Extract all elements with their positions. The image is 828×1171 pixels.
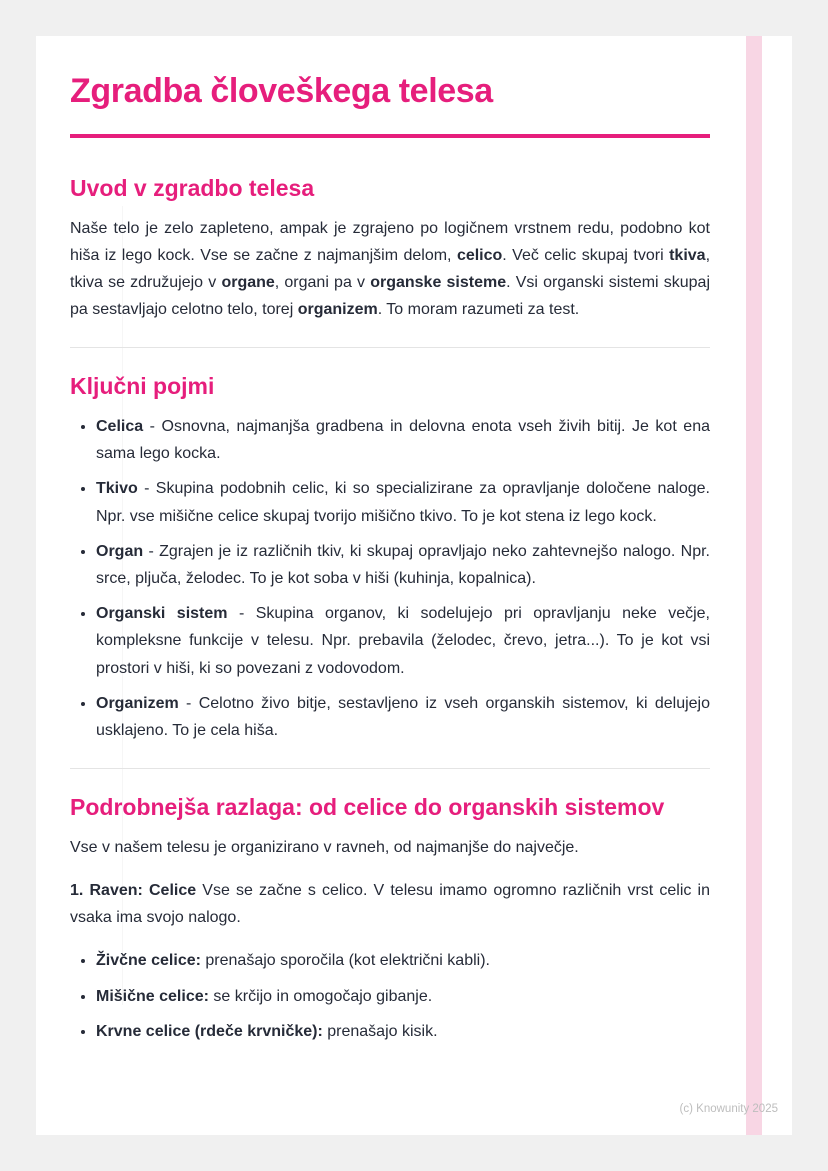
bold-text: celico — [456, 246, 503, 264]
text-run: Vse se začne s celico. V telesu imamo ogromno različnih vrst celic in vsaka ima svojo nalogo. — [70, 882, 711, 927]
text-run: se krčijo in omogočajo gibanje. — [208, 987, 433, 1005]
text-run: - Skupina podobnih celic, ki so specializirane za opravljanje določene naloge. Npr. vse mišične celice skupaj tvorijo mišično tkivo. To je kot stena iz lego kock. — [96, 480, 710, 525]
detail-paragraph-1: Vse v našem telesu je organizirano v ravneh, od najmanjše do največje. — [70, 838, 579, 856]
text-run: - Osnovna, najmanjša gradbena in delovna enota vseh živih bitij. Je kot ena sama lego kocka. — [96, 418, 710, 463]
bold-text: tkiva — [669, 246, 706, 264]
section-divider-2 — [70, 768, 710, 769]
text-run: - Celotno živo bitje, sestavljeno iz vseh organskih sistemov, ki delujejo usklajeno. To je cela hiša. — [96, 694, 710, 739]
text-run: - Skupina organov, ki sodelujejo pri opravljanju neke večje, kompleksne funkcije v telesu. Npr. prebavila (želodec, črevo, jetra...). To je kot vsi prostori v hiši, ki so povezani z vodovodom. — [96, 605, 710, 677]
bold-text: organske sisteme — [370, 273, 507, 291]
bold-text: Organ — [96, 542, 144, 560]
text-run: , tkiva se združujejo v — [70, 246, 711, 291]
page-accent-stripe — [746, 36, 762, 1135]
bold-text: Organski sistem — [96, 605, 228, 623]
list-item — [96, 600, 710, 682]
bold-text: Organizem — [96, 694, 179, 712]
list-item — [96, 413, 710, 467]
cell-types-list — [70, 947, 710, 1045]
section-divider-1 — [70, 347, 710, 348]
bold-text: Živčne celice: — [96, 952, 201, 970]
copyright-footer: (c) Knowunity 2025 — [679, 1103, 778, 1115]
document-page — [36, 36, 792, 1135]
title-divider — [70, 134, 710, 138]
list-item — [96, 538, 710, 592]
intro-paragraph — [70, 215, 710, 324]
list-item — [96, 1018, 710, 1045]
text-run: , organi pa v — [274, 273, 371, 291]
bold-text: Mišične celice: — [96, 987, 209, 1005]
text-run: . To moram razumeti za test. — [377, 301, 580, 319]
document-content — [36, 36, 792, 1045]
list-item — [96, 475, 710, 529]
bold-text: organizem — [297, 301, 378, 319]
text-run: prenašajo sporočila (kot električni kabli). — [200, 952, 490, 970]
detail-heading: Podrobnejša razlaga: od celice do organskih sistemov — [70, 794, 665, 821]
bold-text: 1. Raven: Celice — [70, 882, 197, 900]
text-run: . Več celic skupaj tvori — [502, 246, 670, 264]
bold-text: Krvne celice (rdeče krvničke): — [96, 1022, 323, 1040]
bold-text: Celica — [96, 418, 144, 436]
key-terms-heading: Ključni pojmi — [70, 373, 215, 400]
intro-heading: Uvod v zgradbo telesa — [70, 174, 315, 201]
text-run: - Zgrajen je iz različnih tkiv, ki skupaj opravljajo neko zahtevnejšo nalogo. Npr. srce, pljuča, želodec. To je kot soba v hiši (kuhinja, kopalnica). — [96, 542, 710, 587]
text-run: . Vsi organski sistemi skupaj pa sestavljajo celotno telo, torej — [70, 273, 711, 319]
section-key-terms — [70, 372, 710, 744]
section-detail — [70, 793, 710, 1045]
section-intro — [70, 174, 710, 324]
page-title: Zgradba človeškega telesa — [70, 72, 493, 110]
detail-paragraph-2 — [70, 877, 710, 931]
list-item — [96, 690, 710, 744]
text-run: Naše telo je zelo zapleteno, ampak je zgrajeno po logičnem vrstnem redu, podobno kot hiša iz lego kock. Vse se začne z najmanjšim delom, — [70, 219, 710, 264]
list-item — [96, 947, 710, 974]
bold-text: organe — [221, 273, 275, 291]
bold-text: Tkivo — [96, 480, 138, 498]
text-run: prenašajo kisik. — [322, 1022, 438, 1040]
key-terms-list — [70, 413, 710, 744]
list-item — [96, 983, 710, 1010]
